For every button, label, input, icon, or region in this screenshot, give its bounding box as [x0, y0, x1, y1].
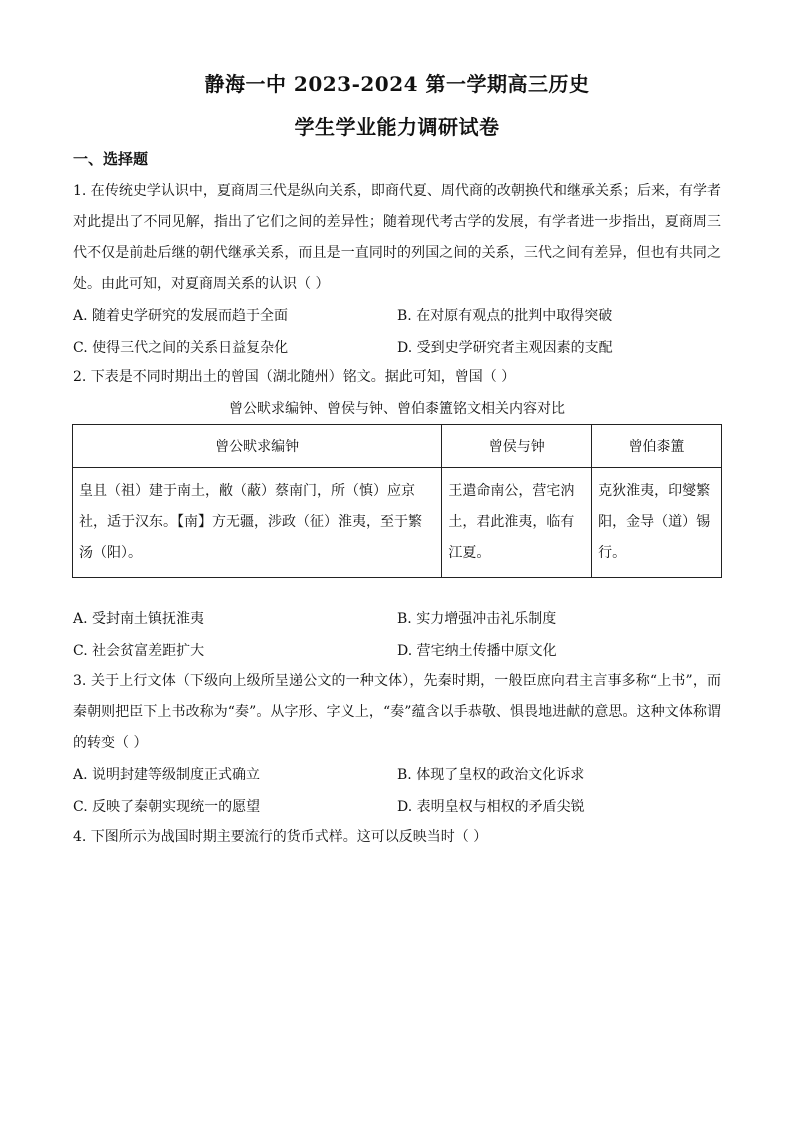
- question-2-option-c[interactable]: C. 社会贫富差距扩大: [73, 643, 205, 659]
- inscription-comparison-table: [72, 424, 722, 578]
- question-1-options: [73, 300, 721, 364]
- table-cell: 克狄淮夷，印燮繁阳，金导（道）锡行。: [592, 468, 722, 578]
- question-1-option-b[interactable]: B. 在对原有观点的批判中取得突破: [397, 308, 613, 324]
- question-3-option-b[interactable]: B. 体现了皇权的政治文化诉求: [397, 767, 585, 783]
- question-1-stem: 1. 在传统史学认识中，夏商周三代是纵向关系，即商代夏、周代商的改朝换代和继承关系；后来，有学者对此提出了不同见解，指出了它们之间的差异性；随着现代考古学的发展，有学者进一步指出，夏商周三代不仅是前赴后继的朝代继承关系，而且是一直同时的列国之间的关系，三代之间有差异，但也有共同之处。由此可知，对夏商周关系的认识（ ）: [73, 183, 721, 292]
- question-1-option-c[interactable]: C. 使得三代之间的关系日益复杂化: [73, 340, 289, 356]
- table-row: [73, 468, 722, 578]
- question-4-stem: 4. 下图所示为战国时期主要流行的货币式样。这可以反映当时（ ）: [73, 829, 488, 845]
- question-3-option-d[interactable]: D. 表明皇权与相权的矛盾尖锐: [397, 799, 585, 815]
- table-header-cell: 曾侯与钟: [442, 425, 592, 468]
- question-2-options: [73, 603, 721, 667]
- question-3-stem: 3. 关于上行文体（下级向上级所呈递公文的一种文体），先秦时期，一般臣庶向君主言事多称“上书”，而秦朝则把臣下上书改称为“奏”。从字形、字义上，“奏”蕴含以手恭敬、惧畏地进献的意思。这种文体称谓的转变（ ）: [73, 673, 721, 751]
- table-header-cell: 曾伯桼簠: [592, 425, 722, 468]
- section-heading: 一、选择题: [73, 150, 149, 168]
- exam-title-line1: 静海一中 2023-2024 第一学期高三历史: [204, 72, 590, 96]
- question-3-option-c[interactable]: C. 反映了秦朝实现统一的愿望: [73, 799, 261, 815]
- question-2-stem: 2. 下表是不同时期出土的曾国（湖北随州）铭文。据此可知，曾国（ ）: [73, 369, 516, 385]
- table-cell: 王遣命南公，营宅汭土，君此淮夷，临有江夏。: [442, 468, 592, 578]
- question-3-option-a[interactable]: A. 说明封建等级制度正式确立: [73, 767, 261, 783]
- question-2-option-a[interactable]: A. 受封南土镇抚淮夷: [73, 611, 205, 627]
- question-1-option-a[interactable]: A. 随着史学研究的发展而趋于全面: [73, 308, 289, 324]
- table-header-row: [73, 425, 722, 468]
- question-3-options: [73, 759, 721, 823]
- table-header-cell: 曾公畎求编钟: [73, 425, 442, 468]
- table-caption: 曾公畎求编钟、曾侯与钟、曾伯桼簠铭文相关内容对比: [229, 401, 565, 417]
- question-2-option-d[interactable]: D. 营宅纳土传播中原文化: [397, 643, 557, 659]
- exam-title-line2: 学生学业能力调研试卷: [294, 115, 500, 139]
- question-2-option-b[interactable]: B. 实力增强冲击礼乐制度: [397, 611, 557, 627]
- table-cell: 皇且（祖）建于南土，敝（蔽）蔡南门，所（慎）应京社，适于汉东。【南】方无疆，涉政（征）淮夷，至于繁汤（阳）。: [73, 468, 442, 578]
- question-1-option-d[interactable]: D. 受到史学研究者主观因素的支配: [397, 340, 613, 356]
